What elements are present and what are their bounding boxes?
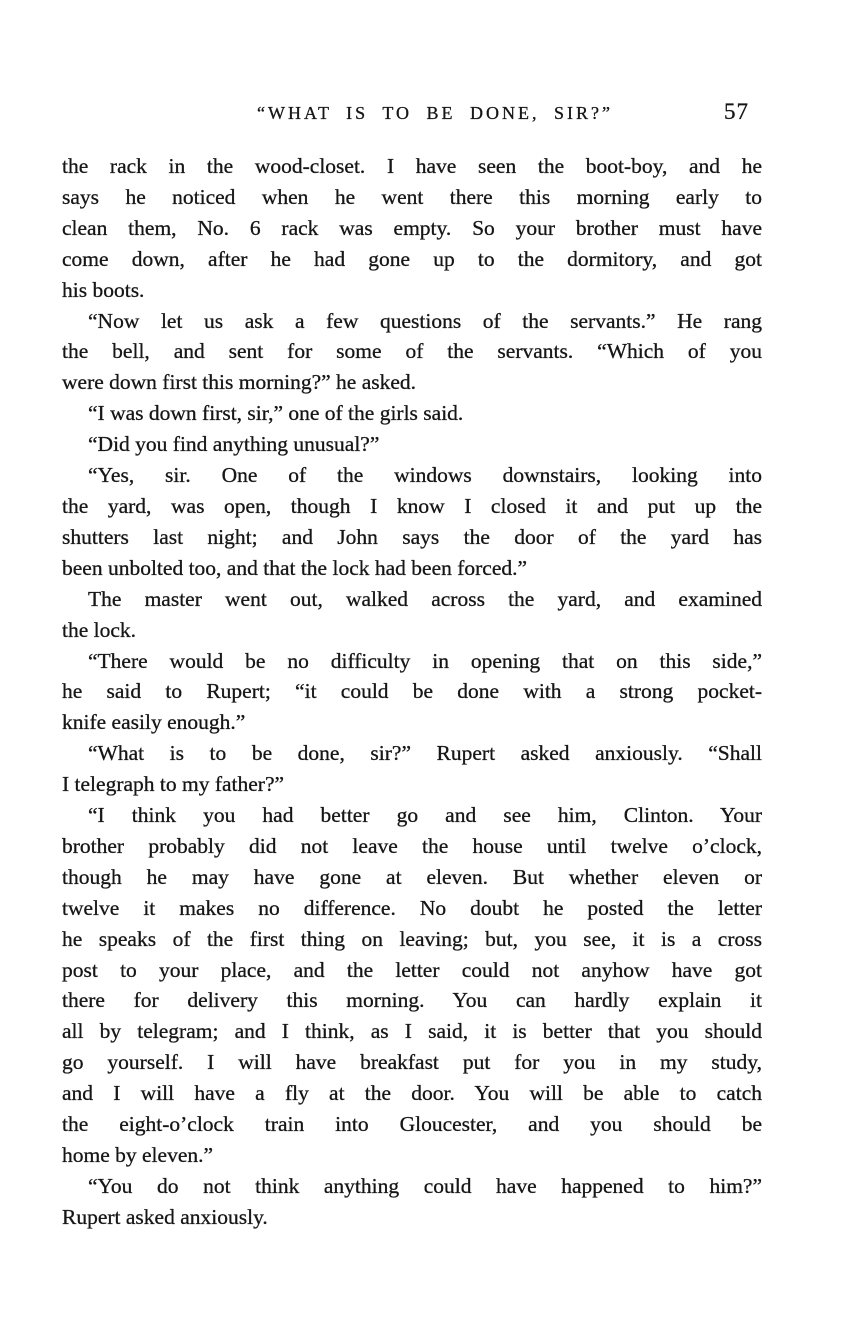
- text-line: post to your place, and the letter could not anyhow have got: [62, 957, 762, 982]
- text-line: “I was down first, sir,” one of the girls said.: [88, 401, 464, 426]
- text-line: the eight-o’clock train into Gloucester, and you should be: [62, 1112, 762, 1137]
- text-line: the rack in the wood-closet. I have seen the boot-boy, and he: [62, 154, 762, 178]
- text-line: “Now let us ask a few questions of the servants.” He rang: [88, 308, 762, 333]
- page-number: 57: [724, 99, 749, 124]
- text-line: “Yes, sir. One of the windows downstairs, looking into: [88, 463, 762, 488]
- text-line: all by telegram; and I think, as I said, it is better that you should: [62, 1019, 762, 1044]
- page-body: [62, 151, 762, 1233]
- text-line: home by eleven.”: [62, 1143, 214, 1167]
- running-header: [63, 101, 763, 131]
- text-line: and I will have a fly at the door. You will be able to catch: [62, 1081, 762, 1106]
- text-line: knife easily enough.”: [62, 710, 246, 735]
- text-line: the lock.: [62, 617, 137, 642]
- text-line: shutters last night; and John says the door of the yard has: [62, 524, 762, 549]
- text-line: though he may have gone at eleven. But whether eleven or: [62, 864, 762, 889]
- text-line: twelve it makes no difference. No doubt he posted the letter: [62, 895, 762, 920]
- text-line: were down first this morning?” he asked.: [62, 370, 417, 395]
- text-line: Rupert asked anxiously.: [62, 1204, 268, 1229]
- text-line: he speaks of the first thing on leaving; but, you see, it is a cross: [62, 926, 762, 951]
- text-line: the bell, and sent for some of the servants. “Which of you: [62, 339, 762, 364]
- text-line: he said to Rupert; “it could be done with a strong pocket-: [62, 679, 762, 704]
- text-line: “Did you find anything unusual?”: [88, 432, 380, 457]
- text-line: “What is to be done, sir?” Rupert asked anxiously. “Shall: [88, 741, 762, 766]
- text-line: the yard, was open, though I know I closed it and put up the: [62, 493, 762, 518]
- text-line: “I think you had better go and see him, Clinton. Your: [88, 803, 762, 828]
- text-line: The master went out, walked across the yard, and examined: [88, 586, 762, 611]
- text-line: clean them, No. 6 rack was empty. So your brother must have: [62, 215, 762, 240]
- text-line: “There would be no difficulty in opening that on this side,”: [88, 648, 762, 673]
- text-line: I telegraph to my father?”: [62, 772, 285, 797]
- running-header-title: “WHAT IS TO BE DONE, SIR?”: [257, 103, 613, 123]
- text-line: brother probably did not leave the house until twelve o’clock,: [62, 833, 762, 858]
- text-line: come down, after he had gone up to the dormitory, and got: [62, 246, 762, 271]
- text-line: “You do not think anything could have happened to him?”: [88, 1173, 762, 1198]
- text-line: his boots.: [62, 277, 145, 302]
- text-line: there for delivery this morning. You can hardly explain it: [62, 988, 762, 1013]
- text-line: says he noticed when he went there this morning early to: [62, 184, 762, 209]
- text-line: been unbolted too, and that the lock had been forced.”: [62, 555, 528, 580]
- text-line: go yourself. I will have breakfast put for you in my study,: [62, 1050, 762, 1075]
